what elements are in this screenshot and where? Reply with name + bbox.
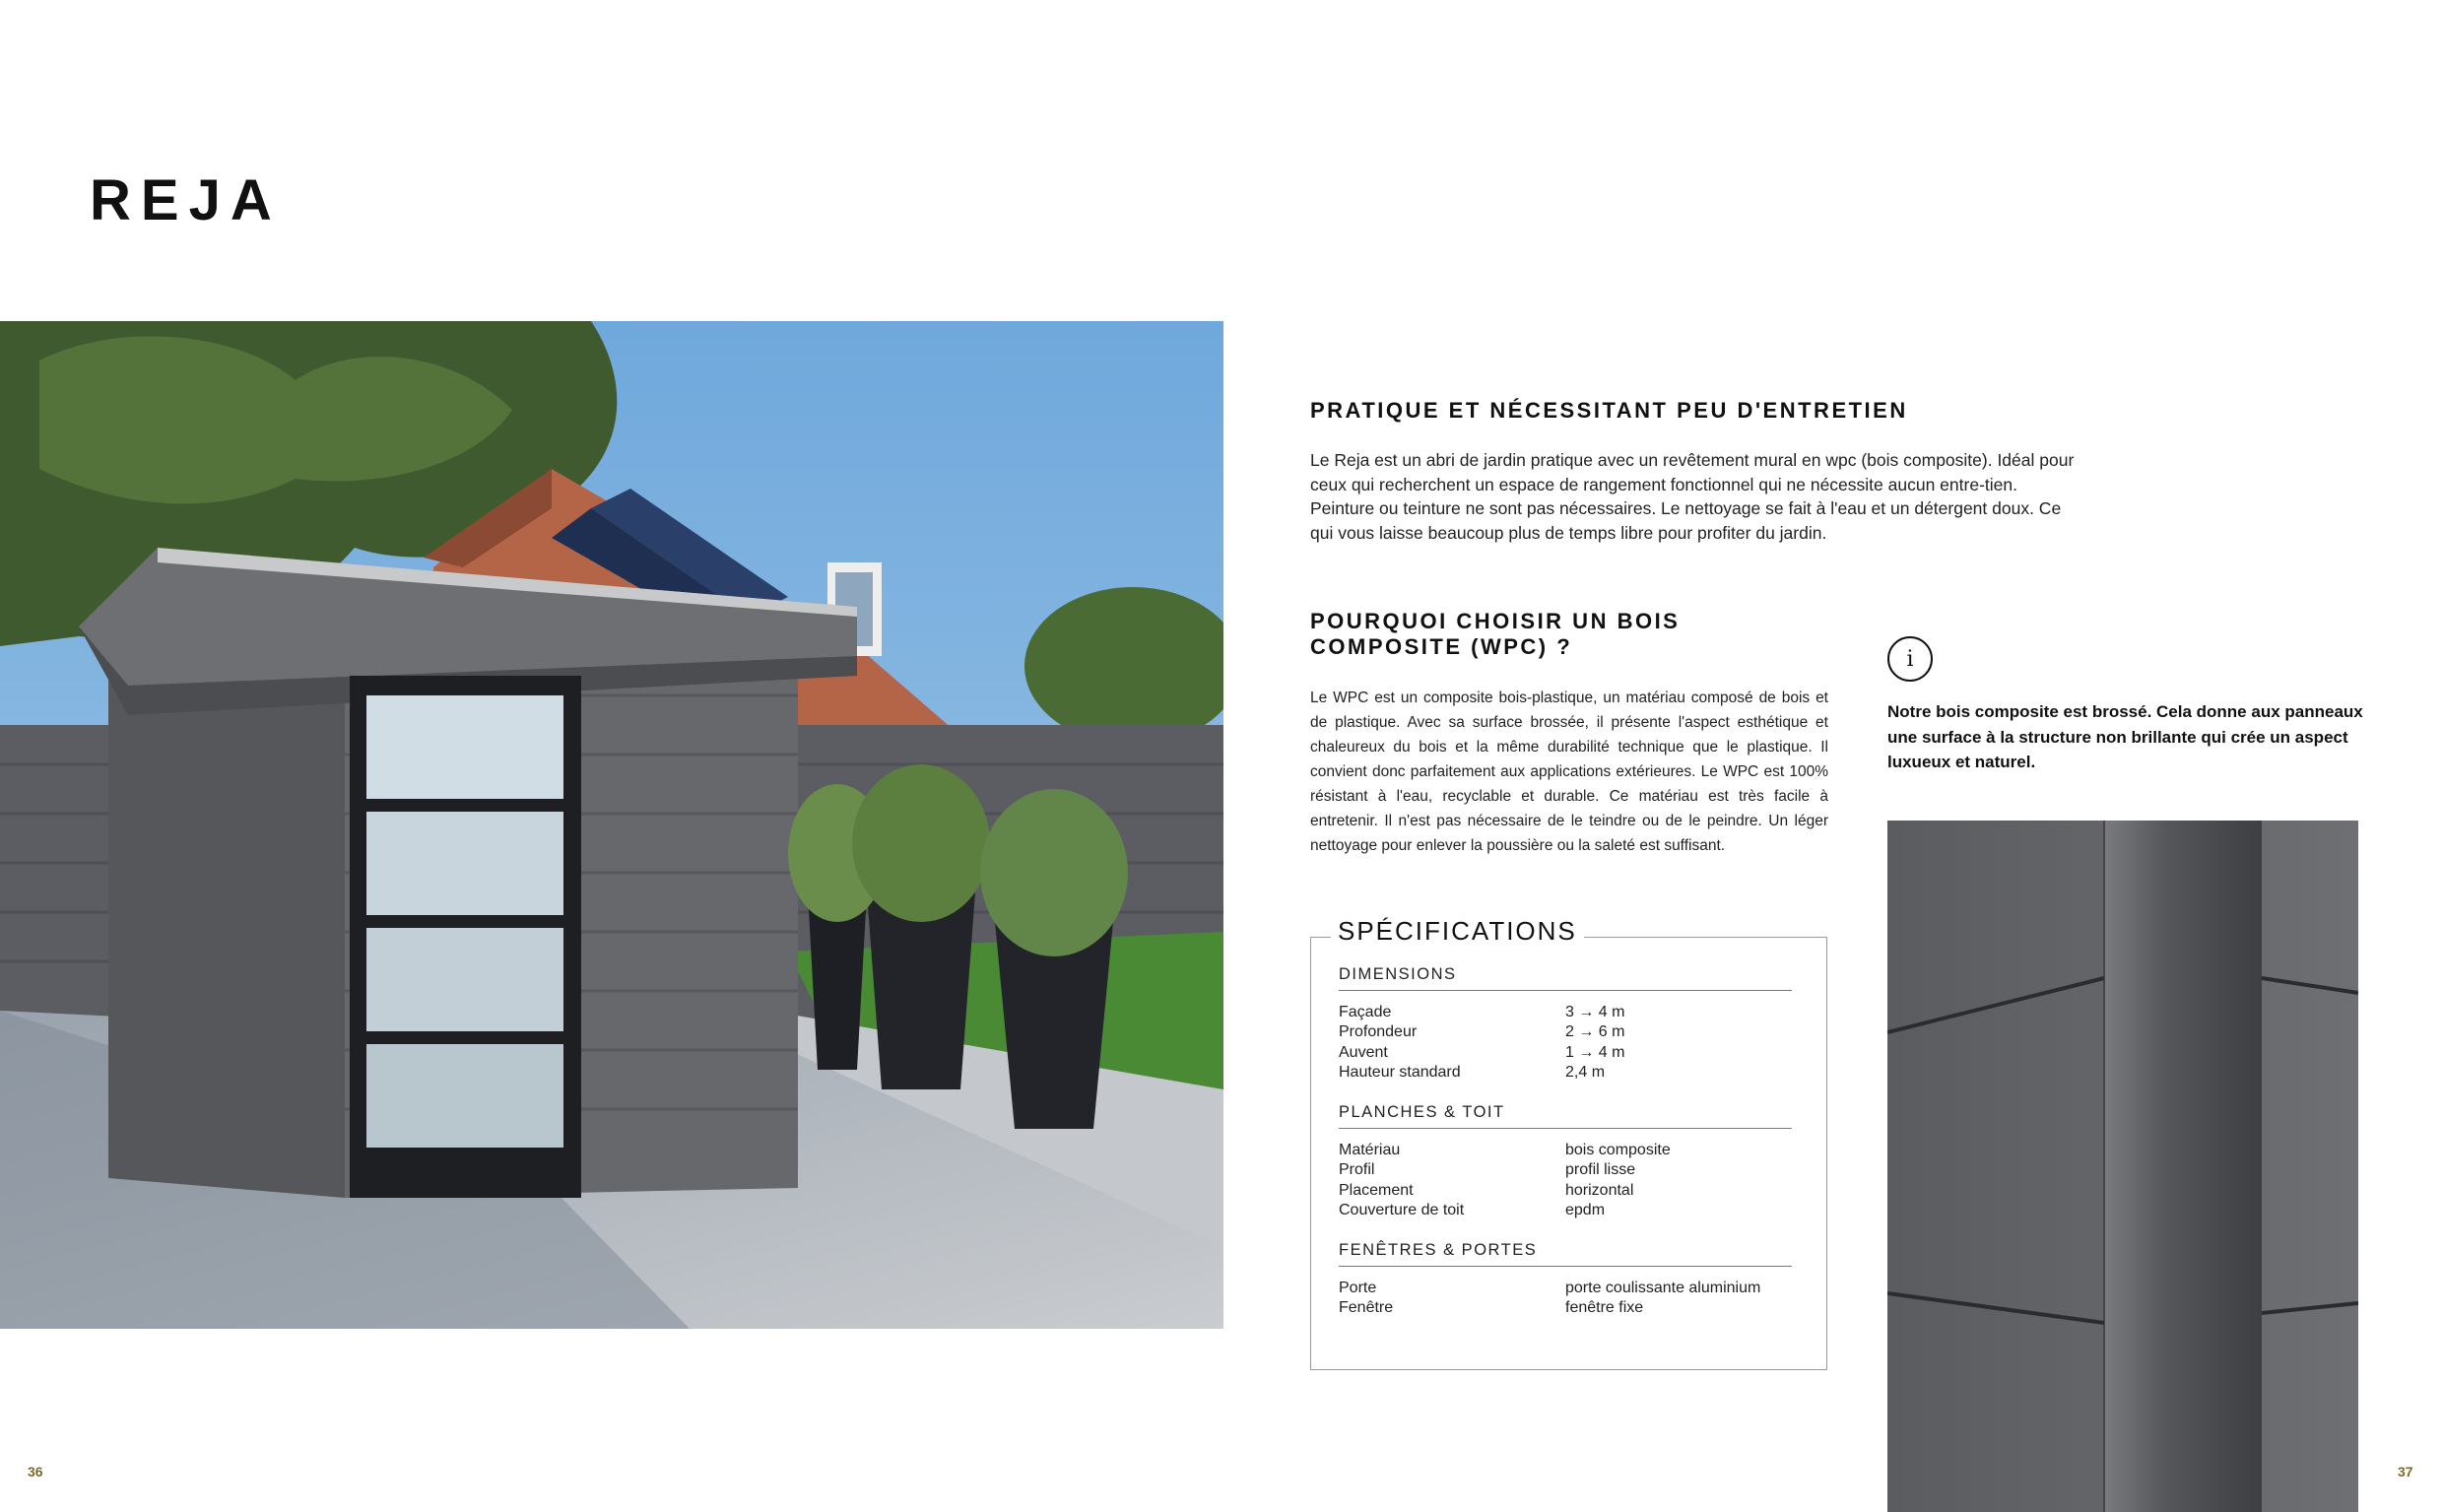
shed-photo: [0, 321, 1223, 1329]
spec-section-planches-toit: [1339, 1103, 1792, 1220]
spec-section-fenetres-portes: [1339, 1241, 1792, 1319]
shed-illustration: [0, 321, 1223, 1329]
texture-illustration: [1887, 821, 2358, 1512]
spec-row: [1339, 1022, 1792, 1042]
spec-value: 2 → 6 m: [1565, 1023, 1625, 1041]
spec-value: 2,4 m: [1565, 1063, 1606, 1081]
specifications-title: SPÉCIFICATIONS: [1331, 916, 1584, 947]
spec-row: [1339, 1063, 1792, 1083]
spec-value: bois composite: [1565, 1142, 1671, 1158]
spec-value: porte coulissante aluminium: [1565, 1280, 1761, 1296]
spec-value: fenêtre fixe: [1565, 1299, 1644, 1317]
spec-label: Matériau: [1339, 1142, 1401, 1158]
spec-row: [1339, 1181, 1792, 1201]
spec-row: [1339, 1160, 1792, 1180]
spec-label: Placement: [1339, 1181, 1414, 1199]
spec-row: [1339, 1043, 1792, 1063]
info-icon: i: [1887, 636, 1933, 682]
spec-label: Couverture de toit: [1339, 1201, 1465, 1218]
why-heading-line2: COMPOSITE (WPC) ?: [1310, 634, 1573, 659]
spec-value: epdm: [1565, 1201, 1606, 1218]
why-heading: [1310, 609, 1680, 660]
spec-row: [1339, 1298, 1792, 1318]
spec-label: Hauteur standard: [1339, 1063, 1461, 1081]
info-text: Notre bois composite est brossé. Cela donne aux panneaux une surface à la structure non brillante qui crée un aspect luxueux et naturel.: [1887, 702, 2363, 771]
spec-value: 3 → 4 m: [1565, 1004, 1625, 1020]
texture-photo: [1887, 821, 2358, 1512]
intro-paragraph: Le Reja est un abri de jardin pratique avec un revêtement mural en wpc (bois composite). Idéal pour ceux qui recherchent un espace de rangement fonctionnel qui ne nécessite aucun entre-tien. Peinture ou teinture ne sont pas nécessaires. Le nettoyage se fait à l'eau et un détergent doux. Ce qui vous laisse beaucoup plus de temps libre pour profiter du jardin.: [1310, 450, 2075, 543]
page-number-right: 37: [2398, 1464, 2413, 1479]
spec-row: [1339, 1279, 1792, 1298]
spec-value: horizontal: [1565, 1181, 1634, 1199]
spec-label: Profil: [1339, 1161, 1375, 1179]
why-heading-line1: POURQUOI CHOISIR UN BOIS: [1310, 609, 1681, 633]
intro-heading: PRATIQUE ET NÉCESSITANT PEU D'ENTRETIEN: [1310, 398, 1908, 423]
spec-row: [1339, 1141, 1792, 1160]
spec-label: Porte: [1339, 1280, 1377, 1296]
spec-section-heading: DIMENSIONS: [1339, 965, 1792, 991]
page-title: REJA: [90, 168, 282, 232]
spec-label: Profondeur: [1339, 1023, 1418, 1041]
spec-row: [1339, 1201, 1792, 1220]
spec-section-heading: FENÊTRES & PORTES: [1339, 1241, 1792, 1267]
spec-label: Façade: [1339, 1004, 1392, 1020]
spec-section-dimensions: [1339, 965, 1792, 1083]
spec-value: 1 → 4 m: [1565, 1043, 1625, 1061]
why-paragraph: Le WPC est un composite bois-plastique, un matériau composé de bois et de plastique. Avec sa surface brossée, il présente l'aspect esthétique et chaleureux du bois et la même durabilité technique que le plastique. Il convient donc parfaitement aux applications extérieures. Le WPC est 100% résistant à l'eau, recyclable et durable. Ce matériau est très facile à entretenir. Il n'est pas nécessaire de le teindre ou de le peindre. Un léger nettoyage pour enlever la poussière ou la saleté est suffisant.: [1310, 690, 1828, 854]
spec-label: Auvent: [1339, 1043, 1388, 1061]
specifications-box: [1310, 916, 1827, 1370]
spec-row: [1339, 1003, 1792, 1022]
spec-section-heading: PLANCHES & TOIT: [1339, 1103, 1792, 1129]
spec-label: Fenêtre: [1339, 1299, 1394, 1317]
page-number-left: 36: [28, 1464, 43, 1479]
spec-value: profil lisse: [1565, 1161, 1636, 1179]
